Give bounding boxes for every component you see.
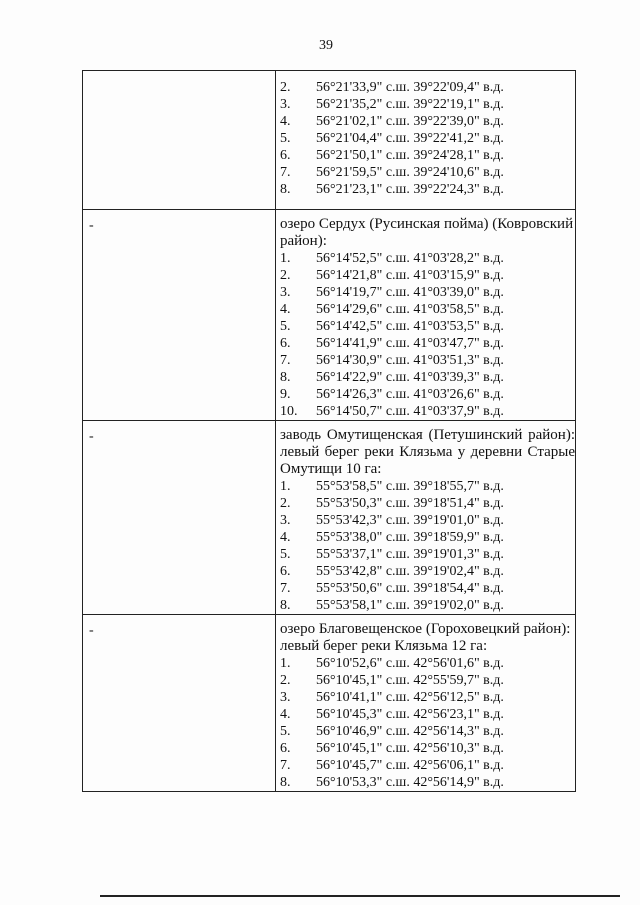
point-coordinates: 56°14'50,7" с.ш. 41°03'37,9" в.д. <box>316 404 504 419</box>
point-coordinates: 55°53'50,3" с.ш. 39°18'51,4" в.д. <box>316 496 504 511</box>
point-number: 6. <box>280 148 291 163</box>
table-row <box>83 210 576 421</box>
left-cell <box>83 71 276 210</box>
point-coordinates: 56°21'23,1" с.ш. 39°22'24,3" в.д. <box>316 182 504 197</box>
point-coordinates: 56°10'45,7" с.ш. 42°56'06,1" в.д. <box>316 758 504 773</box>
point-number: 1. <box>280 251 291 266</box>
list-item <box>280 181 575 198</box>
point-number: 8. <box>280 775 291 790</box>
list-item <box>280 352 575 369</box>
list-item <box>280 689 575 706</box>
list-item <box>280 267 575 284</box>
point-coordinates: 56°14'26,3" с.ш. 41°03'26,6" в.д. <box>316 387 504 402</box>
point-coordinates: 56°10'45,1" с.ш. 42°55'59,7" в.д. <box>316 673 504 688</box>
coordinate-list <box>280 79 575 198</box>
list-item <box>280 250 575 267</box>
list-item <box>280 495 575 512</box>
point-coordinates: 56°14'30,9" с.ш. 41°03'51,3" в.д. <box>316 353 504 368</box>
point-number: 5. <box>280 131 291 146</box>
point-number: 5. <box>280 724 291 739</box>
point-number: 8. <box>280 598 291 613</box>
point-number: 7. <box>280 165 291 180</box>
point-coordinates: 55°53'58,5" с.ш. 39°18'55,7" в.д. <box>316 479 504 494</box>
point-number: 5. <box>280 319 291 334</box>
point-coordinates: 56°10'46,9" с.ш. 42°56'14,3" в.д. <box>316 724 504 739</box>
point-number: 7. <box>280 353 291 368</box>
water-body-heading: озеро Благовещенское (Гороховецкий район): левый берег реки Клязьма 12 га: <box>280 621 571 654</box>
point-coordinates: 56°14'22,9" с.ш. 41°03'39,3" в.д. <box>316 370 504 385</box>
right-cell <box>276 210 576 421</box>
list-item <box>280 403 575 420</box>
list-item <box>280 369 575 386</box>
list-item <box>280 130 575 147</box>
point-number: 7. <box>280 758 291 773</box>
point-number: 10. <box>280 404 298 419</box>
point-coordinates: 55°53'50,6" с.ш. 39°18'54,4" в.д. <box>316 581 504 596</box>
point-coordinates: 56°21'59,5" с.ш. 39°24'10,6" в.д. <box>316 165 504 180</box>
list-item <box>280 301 575 318</box>
list-item <box>280 546 575 563</box>
right-cell <box>276 615 576 792</box>
list-item <box>280 563 575 580</box>
point-coordinates: 56°21'04,4" с.ш. 39°22'41,2" в.д. <box>316 131 504 146</box>
left-cell <box>83 421 276 615</box>
left-cell <box>83 615 276 792</box>
list-item <box>280 740 575 757</box>
scan-bottom-rule <box>100 895 620 897</box>
page-number: 39 <box>319 38 333 53</box>
coordinate-list <box>280 478 575 614</box>
point-coordinates: 56°21'02,1" с.ш. 39°22'39,0" в.д. <box>316 114 504 129</box>
list-item <box>280 318 575 335</box>
coordinates-table <box>82 70 576 792</box>
list-item <box>280 597 575 614</box>
point-number: 2. <box>280 673 291 688</box>
list-item <box>280 774 575 791</box>
point-number: 9. <box>280 387 291 402</box>
point-number: 5. <box>280 547 291 562</box>
point-coordinates: 55°53'42,3" с.ш. 39°19'01,0" в.д. <box>316 513 504 528</box>
point-number: 4. <box>280 114 291 129</box>
coordinate-list <box>280 655 575 791</box>
list-item <box>280 284 575 301</box>
list-item <box>280 96 575 113</box>
row-marker: - <box>89 623 94 638</box>
list-item <box>280 512 575 529</box>
point-number: 1. <box>280 479 291 494</box>
list-item <box>280 478 575 495</box>
point-coordinates: 56°14'29,6" с.ш. 41°03'58,5" в.д. <box>316 302 504 317</box>
point-coordinates: 56°10'53,3" с.ш. 42°56'14,9" в.д. <box>316 775 504 790</box>
point-number: 6. <box>280 564 291 579</box>
point-coordinates: 56°10'52,6" с.ш. 42°56'01,6" в.д. <box>316 656 504 671</box>
point-number: 7. <box>280 581 291 596</box>
point-coordinates: 55°53'37,1" с.ш. 39°19'01,3" в.д. <box>316 547 504 562</box>
point-number: 1. <box>280 656 291 671</box>
row-marker: - <box>89 429 94 444</box>
point-coordinates: 56°10'45,3" с.ш. 42°56'23,1" в.д. <box>316 707 504 722</box>
point-number: 3. <box>280 97 291 112</box>
list-item <box>280 79 575 96</box>
list-item <box>280 164 575 181</box>
point-number: 2. <box>280 268 291 283</box>
point-coordinates: 56°10'45,1" с.ш. 42°56'10,3" в.д. <box>316 741 504 756</box>
right-cell <box>276 421 576 615</box>
point-coordinates: 56°21'35,2" с.ш. 39°22'19,1" в.д. <box>316 97 504 112</box>
point-coordinates: 56°10'41,1" с.ш. 42°56'12,5" в.д. <box>316 690 504 705</box>
point-coordinates: 56°14'21,8" с.ш. 41°03'15,9" в.д. <box>316 268 504 283</box>
point-coordinates: 55°53'38,0" с.ш. 39°18'59,9" в.д. <box>316 530 504 545</box>
right-cell <box>276 71 576 210</box>
point-coordinates: 56°14'52,5" с.ш. 41°03'28,2" в.д. <box>316 251 504 266</box>
row-marker: - <box>89 218 94 233</box>
point-number: 3. <box>280 285 291 300</box>
point-coordinates: 56°14'42,5" с.ш. 41°03'53,5" в.д. <box>316 319 504 334</box>
point-coordinates: 56°14'19,7" с.ш. 41°03'39,0" в.д. <box>316 285 504 300</box>
list-item <box>280 672 575 689</box>
point-coordinates: 55°53'58,1" с.ш. 39°19'02,0" в.д. <box>316 598 504 613</box>
coordinate-list <box>280 250 575 420</box>
table-row <box>83 421 576 615</box>
point-number: 8. <box>280 182 291 197</box>
list-item <box>280 147 575 164</box>
water-body-heading: заводь Омутищенская (Петушинский район): левый берег реки Клязьма у деревни Старые Омутищи 10 га: <box>280 427 575 477</box>
list-item <box>280 113 575 130</box>
point-number: 2. <box>280 80 291 95</box>
point-number: 6. <box>280 336 291 351</box>
list-item <box>280 580 575 597</box>
list-item <box>280 706 575 723</box>
water-body-heading: озеро Сердух (Русинская пойма) (Ковровский район): <box>280 216 574 249</box>
list-item <box>280 335 575 352</box>
list-item <box>280 723 575 740</box>
list-item <box>280 655 575 672</box>
list-item <box>280 757 575 774</box>
point-coordinates: 55°53'42,8" с.ш. 39°19'02,4" в.д. <box>316 564 504 579</box>
point-coordinates: 56°21'33,9" с.ш. 39°22'09,4" в.д. <box>316 80 504 95</box>
point-number: 3. <box>280 513 291 528</box>
point-number: 4. <box>280 707 291 722</box>
table-row <box>83 615 576 792</box>
left-cell <box>83 210 276 421</box>
point-number: 2. <box>280 496 291 511</box>
table-row <box>83 71 576 210</box>
list-item <box>280 529 575 546</box>
point-number: 4. <box>280 530 291 545</box>
point-number: 8. <box>280 370 291 385</box>
point-number: 3. <box>280 690 291 705</box>
point-number: 4. <box>280 302 291 317</box>
point-coordinates: 56°14'41,9" с.ш. 41°03'47,7" в.д. <box>316 336 504 351</box>
point-number: 6. <box>280 741 291 756</box>
point-coordinates: 56°21'50,1" с.ш. 39°24'28,1" в.д. <box>316 148 504 163</box>
list-item <box>280 386 575 403</box>
